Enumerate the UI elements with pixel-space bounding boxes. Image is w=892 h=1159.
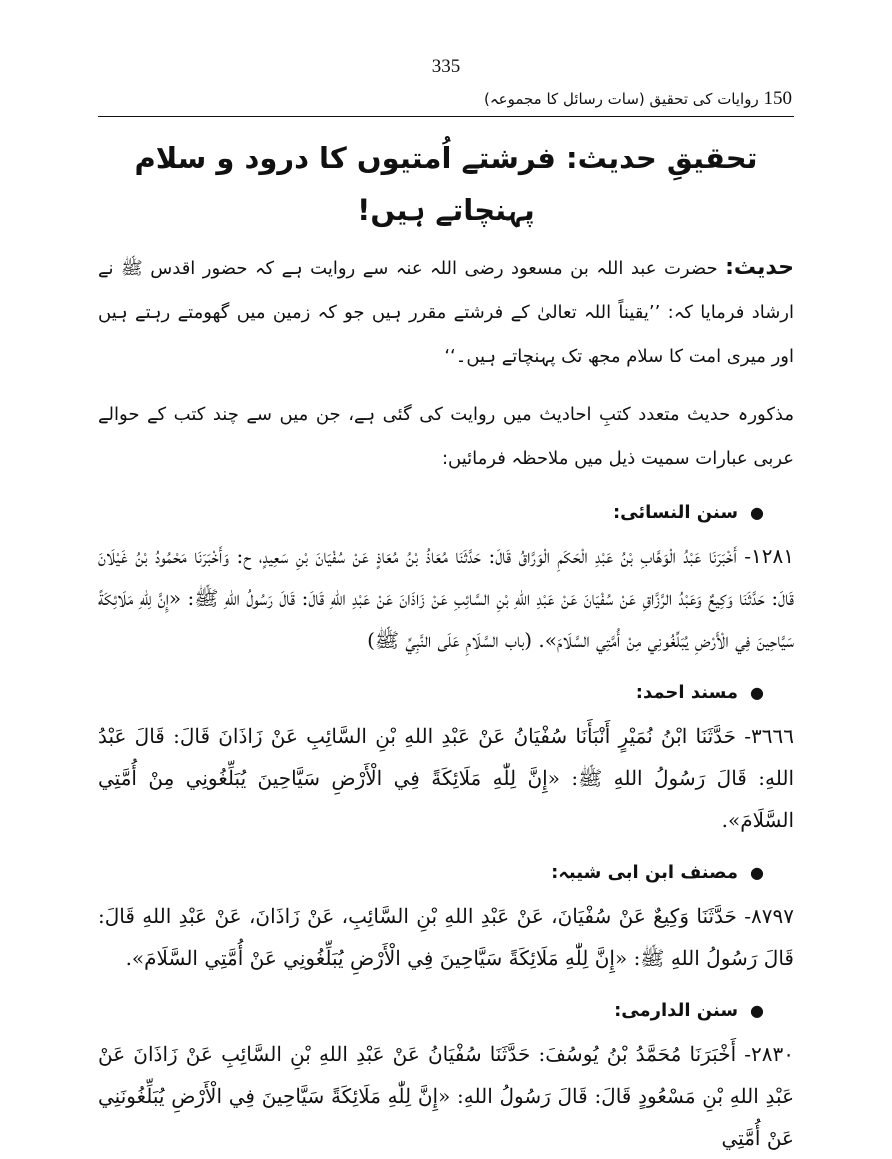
source-heading-label: سنن الدارمی:	[614, 1000, 739, 1021]
arabic-narration: ٨٧٩٧- حَدَّثَنَا وَكِيعٌ عَنْ سُفْيَانَ، عَنْ عَبْدِ اللهِ بْنِ السَّائِبِ، عَنْ زَاذَانَ، عَنْ عَبْدِ اللهِ قَالَ: قَالَ رَسُولُ اللهِ ﷺ: «إِنَّ لِلّٰهِ مَلَائِكَةً سَيَّاحِينَ فِي الْأَرْضِ يُبَلِّغُونِي عَنْ أُمَّتِي السَّلَامَ».	[98, 904, 794, 970]
source-heading-label: سنن النسائی:	[612, 502, 739, 523]
source-heading	[98, 991, 794, 1031]
source-heading	[98, 853, 794, 893]
bullet-icon: ●	[750, 863, 764, 882]
bullet-icon: ●	[750, 503, 764, 522]
arabic-narration: ١٢٨١- أَخْبَرَنَا عَبْدُ الْوَهَّابِ بْنُ عَبْدِ الْحَكَمِ الْوَرَّاقُ قَالَ: حَدَّثَنَا مُعَاذُ بْنُ مُعَاذٍ عَنْ سُفْيَانَ بْنِ سَعِيدٍ، ح: وَأَخْبَرَنَا مَحْمُودُ بْنُ غَيْلَانَ قَالَ: حَدَّثَنَا وَكِيعٌ وَعَبْدُ الرَّزَّاقِ عَنْ سُفْيَانَ عَنْ عَبْدِ اللهِ بْنِ السَّائِبِ عَنْ زَاذَانَ عَنْ عَبْدِ اللهِ قَالَ: قَالَ رَسُولُ اللهِ ﷺ: «إِنَّ لِلّٰهِ مَلَائِكَةً سَيَّاحِينَ فِي الْأَرْضِ يُبَلِّغُونِي مِنْ أُمَّتِي السَّلَامَ». (باب السَّلَامِ عَلَى النَّبِيِّ ﷺ)	[98, 544, 794, 652]
source-heading	[98, 673, 794, 713]
source-heading	[98, 493, 794, 533]
source-section-darimi	[98, 991, 794, 1159]
bullet-icon: ●	[750, 683, 764, 702]
source-section-musnad-ahmad	[98, 673, 794, 841]
running-head	[484, 88, 792, 110]
hadith-text: حضرت عبد اللہ بن مسعود رضی اللہ عنہ سے روایت ہے کہ حضور اقدس ﷺ نے ارشاد فرمایا کہ: ’’یقیناً اللہ تعالیٰ کے فرشتے مقرر ہیں جو کہ زمین میں گھومتے رہتے ہیں اور میری امت کا سلام مجھ تک پہنچاتے ہیں۔‘‘	[98, 258, 794, 367]
source-heading-label: مصنف ابن ابی شیبہ:	[551, 862, 739, 883]
bullet-icon: ●	[750, 1001, 764, 1020]
arabic-narration: ٣٦٦٦- حَدَّثَنَا ابْنُ نُمَيْرٍ أَنْبَأَنَا سُفْيَانُ عَنْ عَبْدِ اللهِ بْنِ السَّائِبِ عَنْ زَاذَانَ قَالَ: قَالَ عَبْدُ اللهِ: قَالَ رَسُولُ اللهِ ﷺ: «إِنَّ لِلّٰهِ مَلَائِكَةً فِي الْأَرْضِ سَيَّاحِينَ يُبَلِّغُونِي مِنْ أُمَّتِي السَّلَامَ».	[98, 724, 794, 832]
page-content	[98, 132, 794, 1159]
source-section-nasai	[98, 493, 794, 661]
source-section-ibn-abi-shaybah	[98, 853, 794, 979]
source-heading-label: مسند احمد:	[635, 682, 739, 703]
header-divider	[98, 116, 794, 117]
page-title: تحقیقِ حدیث: فرشتے اُمتیوں کا درود و سلام پہنچاتے ہیں!	[134, 141, 758, 227]
hadith-label: حدیث:	[725, 255, 794, 280]
hadith-paragraph	[98, 246, 794, 379]
page-number: 335	[431, 56, 461, 77]
running-head-text: روایات کی تحقیق (سات رسائل کا مجموعہ)	[483, 90, 759, 108]
arabic-narration: ٢٨٣٠- أَخْبَرَنَا مُحَمَّدُ بْنُ يُوسُفَ: حَدَّثَنَا سُفْيَانُ عَنْ عَبْدِ اللهِ بْنِ السَّائِبِ عَنْ زَاذَانَ عَنْ عَبْدِ اللهِ بْنِ مَسْعُودٍ قَالَ: قَالَ رَسُولُ اللهِ: «إِنَّ لِلّٰهِ مَلَائِكَةً سَيَّاحِينَ فِي الْأَرْضِ يُبَلِّغُونَنِي عَنْ أُمَّتِي	[98, 1042, 794, 1150]
intro-paragraph: مذکورہ حدیث متعدد کتبِ احادیث میں روایت کی گئی ہے، جن میں سے چند کتب کے حوالے عربی عبارات سمیت ذیل میں ملاحظہ فرمائیں:	[98, 404, 794, 469]
running-head-number: 150	[763, 88, 792, 109]
